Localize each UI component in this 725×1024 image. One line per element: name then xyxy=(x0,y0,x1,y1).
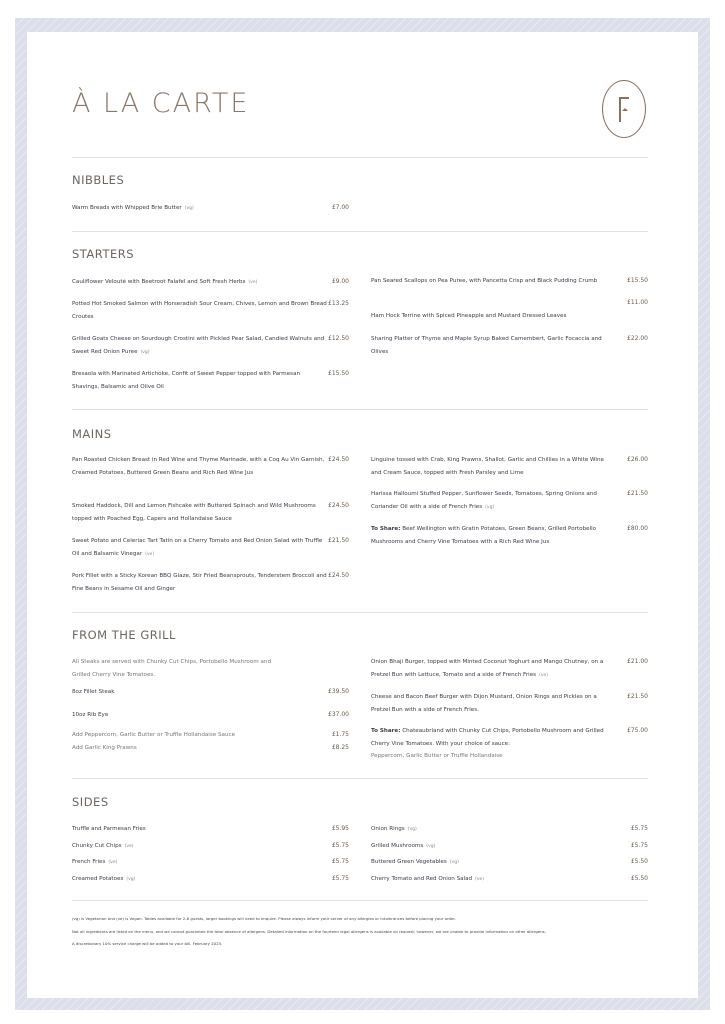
menu-item: Truffle and Parmesan Fries xyxy=(72,826,146,832)
menu-item: Cheese and Bacon Beef Burger with Dijon Mustard, Onion Rings and Pickles on a Pretzel Bun with a side of French Fries. xyxy=(371,694,597,713)
menu-item: Add Peppercorn, Garlic Butter or Truffle Hollandaise Sauce xyxy=(72,732,236,738)
section-heading-starters: STARTERS xyxy=(72,247,135,261)
menu-item: Warm Breads with Whipped Brie Butter (vg) xyxy=(72,205,194,211)
item-price: £5.75 xyxy=(630,842,648,849)
footer-allergen-note: (vg) is Vegetarian and (ve) is Vegan. Tables available for 2-8 guests, larger bookings will need to enquire. Please always inform your server of any allergies or intolerances before placing your order. xyxy=(72,916,456,921)
menu-item: Ham Hock Terrine with Spiced Pineapple and Mustard Dressed Leaves xyxy=(371,313,567,319)
menu-item: Pan Roasted Chicken Breast in Red Wine and Thyme Marinade, with a Coq Au Vin Garnish, Creamed Potatoes, Buttered Green Beans and Rich Red Wine Jus xyxy=(72,457,325,476)
brand-logo-icon xyxy=(602,80,646,138)
item-price: £24.50 xyxy=(328,456,349,463)
item-price: £21.50 xyxy=(627,693,648,700)
menu-item: Grilled Goats Cheese on Sourdough Crostini with Pickled Pear Salad, Candied Walnuts and Sweet Red Onion Puree (vg) xyxy=(72,336,325,355)
item-price: £13.25 xyxy=(328,300,349,307)
item-price: £75.00 xyxy=(627,727,648,734)
menu-item: Buttered Green Vegetables (vg) xyxy=(371,859,459,865)
section-heading-grill: FROM THE GRILL xyxy=(72,628,176,642)
divider xyxy=(72,900,648,901)
item-price: £5.50 xyxy=(630,875,648,882)
item-price: £1.75 xyxy=(331,731,349,738)
menu-item: Sharing Platter of Thyme and Maple Syrup Baked Camembert, Garlic Focaccia and Olives xyxy=(371,336,602,355)
item-price: £15.50 xyxy=(627,277,648,284)
menu-item: Harissa Halloumi Stuffed Pepper, Sunflower Seeds, Tomatoes, Spring Onions and Coriander Oil with a side of French Fries (vg) xyxy=(371,491,597,510)
item-price: £12.50 xyxy=(328,335,349,342)
footer-ingredients-note: Not all ingredients are listed on the menu, and we cannot guarantee the total absence of allergens. Detailed information on the fourteen legal allergens is available on request; however, we are unable to provide information on other allergens. xyxy=(72,929,546,934)
item-price: £80.00 xyxy=(627,525,648,532)
item-price: £39.50 xyxy=(328,688,349,695)
item-price: £7.00 xyxy=(331,204,349,211)
item-price: £11.00 xyxy=(627,299,648,306)
divider xyxy=(72,157,648,158)
grill-note: All Steaks are served with Chunky Cut Chips, Portobello Mushroom and Grilled Cherry Vine Tomatoes. xyxy=(72,659,271,678)
divider xyxy=(72,409,648,410)
section-heading-sides: SIDES xyxy=(72,795,109,809)
item-price: £8.25 xyxy=(331,744,349,751)
item-price: £21.50 xyxy=(328,537,349,544)
item-price: £26.00 xyxy=(627,456,648,463)
menu-title: À LA CARTE xyxy=(72,88,250,119)
item-price: £22.00 xyxy=(627,335,648,342)
section-heading-mains: MAINS xyxy=(72,427,112,441)
item-price: £21.50 xyxy=(627,490,648,497)
item-price: £5.50 xyxy=(630,858,648,865)
section-heading-nibbles: NIBBLES xyxy=(72,173,125,187)
divider xyxy=(72,231,648,232)
divider xyxy=(72,778,648,779)
menu-item: Sweet Potato and Celeriac Tart Tatin on a Cherry Tomato and Red Onion Salad with Truffle Oil and Balsamic Vinegar (ve) xyxy=(72,538,323,557)
menu-item: 10oz Rib Eye xyxy=(72,712,109,718)
menu-item: French Fries (ve) xyxy=(72,859,118,865)
item-price: £9.00 xyxy=(331,278,349,285)
menu-item: Creamed Potatoes (vg) xyxy=(72,876,136,882)
menu-item: Chunky Cut Chips (ve) xyxy=(72,843,134,849)
item-price: £5.75 xyxy=(331,858,349,865)
item-price: £5.75 xyxy=(331,875,349,882)
divider xyxy=(72,612,648,613)
menu-item: Add Garlic King Prawns xyxy=(72,745,137,751)
menu-item: Onion Rings (vg) xyxy=(371,826,417,832)
menu-item: To Share: Beef Wellington with Gratin Potatoes, Green Beans, Grilled Portobello Mushrooms and Cherry Vine Tomatoes with a Rich Red Wine Jus xyxy=(371,526,597,545)
menu-item: Smoked Haddock, Dill and Lemon Fishcake with Buttered Spinach and Wild Mushrooms topped with Poached Egg, Capers and Hollandaise Sauce xyxy=(72,503,316,522)
item-price: £21.00 xyxy=(627,658,648,665)
menu-item: Bresaola with Marinated Artichoke, Confit of Sweet Pepper topped with Parmesan Shavings, Balsamic and Olive Oil xyxy=(72,371,301,390)
menu-item: Cauliflower Velouté with Beetroot Falafel and Soft Fresh Herbs (ve) xyxy=(72,279,258,285)
item-price: £5.75 xyxy=(630,825,648,832)
footer-service-charge: A discretionary 10% service charge will be added to your bill. February 2025. xyxy=(72,941,223,946)
item-price: £24.50 xyxy=(328,502,349,509)
menu-item: Pan Seared Scallops on Pea Puree, with Pancetta Crisp and Black Pudding Crumb xyxy=(371,278,598,284)
menu-item: Linguine tossed with Crab, King Prawns, Shallot, Garlic and Chillies in a White Wine and Cream Sauce, topped with Fresh Parsley and Lime xyxy=(371,457,604,476)
item-price: £5.75 xyxy=(331,842,349,849)
menu-item: To Share: Chateaubriand with Chunky Cut Chips, Portobello Mushroom and Grilled Cherry Vine Tomatoes. With your choice of sauce: Peppercorn, Garlic Butter or Truffle Hollandaise xyxy=(371,728,604,759)
item-price: £5.95 xyxy=(331,825,349,832)
menu-item: Onion Bhaji Burger, topped with Minted Coconut Yoghurt and Mango Chutney, on a Pretzel Bun with Lettuce, Tomato and a side of French Fries (ve) xyxy=(371,659,604,678)
item-price: £37.00 xyxy=(328,711,349,718)
item-price: £15.50 xyxy=(328,370,349,377)
menu-item: Pork Fillet with a Sticky Korean BBQ Glaze, Stir Fried Beansprouts, Tenderstem Broccoli and Fine Beans in Sesame Oil and Ginger xyxy=(72,573,327,592)
item-price: £24.50 xyxy=(328,572,349,579)
menu-item: 8oz Fillet Steak xyxy=(72,689,115,695)
menu-item: Potted Hot Smoked Salmon with Horseradish Sour Cream, Chives, Lemon and Brown Bread Croutes xyxy=(72,301,327,320)
menu-item: Cherry Tomato and Red Onion Salad (ve) xyxy=(371,876,485,882)
menu-item: Grilled Mushrooms (vg) xyxy=(371,843,436,849)
